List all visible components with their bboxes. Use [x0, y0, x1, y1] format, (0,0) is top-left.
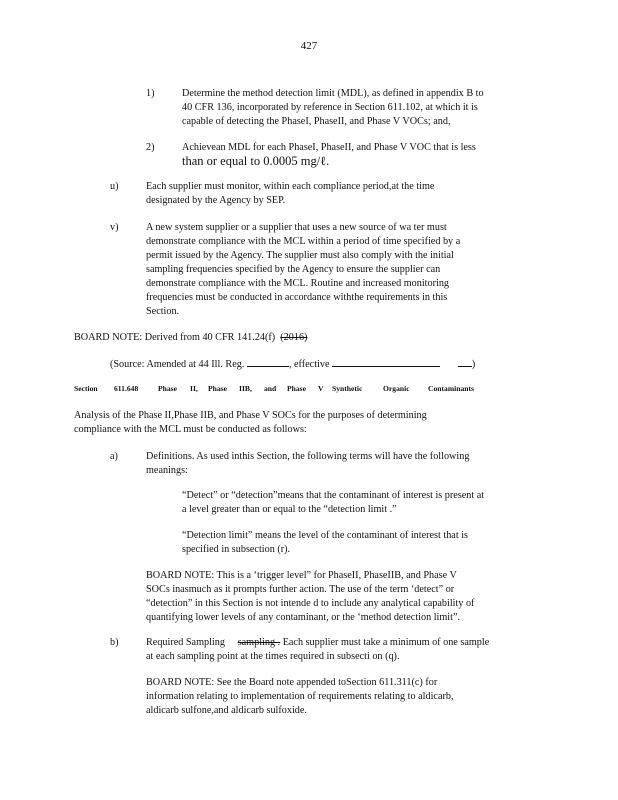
struck-sampling: sampling .	[237, 637, 281, 648]
board-note-aldicarb-line-3: aldicarb sulfone,and aldicarb sulfoxide.	[146, 705, 307, 716]
source-line	[110, 356, 475, 372]
item-1-line-3: capable of detecting the PhaseI, PhaseII, and Phase V VOCs; and,	[182, 116, 451, 127]
section-heading-word: Synthetic	[332, 384, 363, 393]
section-heading-word: Section	[74, 384, 98, 393]
effective-date-blank-end	[458, 356, 472, 367]
effective-date-blank	[332, 356, 440, 367]
section-heading-word: Phase	[158, 384, 177, 393]
item-v-label: v)	[110, 222, 119, 233]
item-2-label: 2)	[146, 142, 155, 153]
item-u-line-2: designated by the Agency by SEP.	[146, 195, 286, 206]
item-b-line-2: at each sampling point at the times required in subsecti on (q).	[146, 651, 400, 662]
section-heading-number: 611.648	[114, 384, 139, 393]
item-v-line-2: demonstrate compliance with the MCL within a period of time specified by a	[146, 236, 461, 247]
item-b-line-1	[146, 636, 489, 650]
section-heading-word: V	[318, 384, 324, 393]
item-v-line-5: demonstrate compliance with the MCL. Routine and increased monitoring	[146, 278, 450, 289]
section-heading-word: Organic	[383, 384, 410, 393]
board-note-derived-text: BOARD NOTE: Derived from 40 CFR 141.24(f)	[74, 332, 276, 343]
section-heading-word: and	[264, 384, 277, 393]
source-prefix: (Source: Amended at 44 Ill. Reg.	[110, 359, 245, 370]
intro-line-1: Analysis of the Phase II,Phase IIB, and Phase V SOCs for the purposes of determining	[74, 410, 427, 421]
source-mid: , effective	[288, 359, 330, 370]
def-limit-line-2: specified in subsection (r).	[182, 544, 291, 555]
item-b-post: Each supplier must take a minimum of one sample	[280, 637, 490, 648]
board-note-trigger-line-4: quantifying lower levels of any contaminant, or the ‘method detection limit”.	[146, 612, 461, 623]
def-limit-line-1: “Detection limit” means the level of the contaminant of interest that is	[182, 530, 469, 541]
item-2-line-1: Achievean MDL for each PhaseI, PhaseII, and Phase V VOC that is less	[182, 142, 476, 153]
item-1-label: 1)	[146, 88, 155, 99]
item-b-pre: Required Sampling	[146, 637, 225, 648]
item-v-line-3: permit issued by the Agency. The supplier must also comply with the initial	[146, 250, 454, 261]
item-2-line-2: than or equal to 0.0005 mg/ℓ.	[182, 154, 330, 168]
item-v-line-6: frequencies must be conducted in accordance withthe requirements in this	[146, 292, 448, 303]
board-note-trigger-line-3: “detection” in this Section is not intende d to include any analytical capability of	[146, 598, 475, 609]
item-b-label: b)	[110, 637, 119, 648]
item-1-line-1: Determine the method detection limit (MDL), as defined in appendix B to	[182, 88, 484, 99]
section-heading-word: Contaminants	[428, 384, 474, 393]
item-v-line-1: A new system supplier or a supplier that uses a new source of wa ter must	[146, 222, 447, 233]
def-detect-line-1: “Detect” or “detection”means that the contaminant of interest is present at	[182, 490, 485, 501]
item-u-label: u)	[110, 181, 119, 192]
item-1-line-2: 40 CFR 136, incorporated by reference in Section 611.102, at which it is	[182, 102, 478, 113]
page-number: 427	[300, 40, 318, 52]
reg-blank	[247, 356, 289, 367]
board-note-aldicarb-line-1: BOARD NOTE: See the Board note appended toSection 611.311(c) for	[146, 677, 438, 688]
item-v-line-7: Section.	[146, 306, 180, 317]
section-heading-word: Phase	[287, 384, 306, 393]
item-a-line-2: meanings:	[146, 465, 188, 476]
intro-line-2: compliance with the MCL must be conducted as follows:	[74, 424, 307, 435]
struck-year: (2016)	[280, 332, 308, 343]
item-a-line-1: Definitions. As used inthis Section, the following terms will have the following	[146, 451, 470, 462]
section-heading-word: IIB,	[239, 384, 252, 393]
board-note-aldicarb-line-2: information relating to implementation of requirements relating to aldicarb,	[146, 691, 454, 702]
def-detect-line-2: a level greater than or equal to the “detection limit .”	[182, 504, 397, 515]
source-suffix: )	[471, 359, 476, 370]
item-u-line-1: Each supplier must monitor, within each compliance period,at the time	[146, 181, 435, 192]
board-note-trigger-line-2: SOCs inasmuch as it prompts further action. The use of the term ‘detect” or	[146, 584, 455, 595]
section-heading-word: II,	[190, 384, 198, 393]
item-v-line-4: sampling frequencies specified by the Agency to ensure the supplier can	[146, 264, 441, 275]
section-heading-word: Phase	[208, 384, 227, 393]
board-note-derived	[74, 331, 307, 345]
board-note-trigger-line-1: BOARD NOTE: This is a ‘trigger level” for PhaseII, PhaseIIB, and Phase V	[146, 570, 457, 581]
item-a-label: a)	[110, 451, 118, 462]
